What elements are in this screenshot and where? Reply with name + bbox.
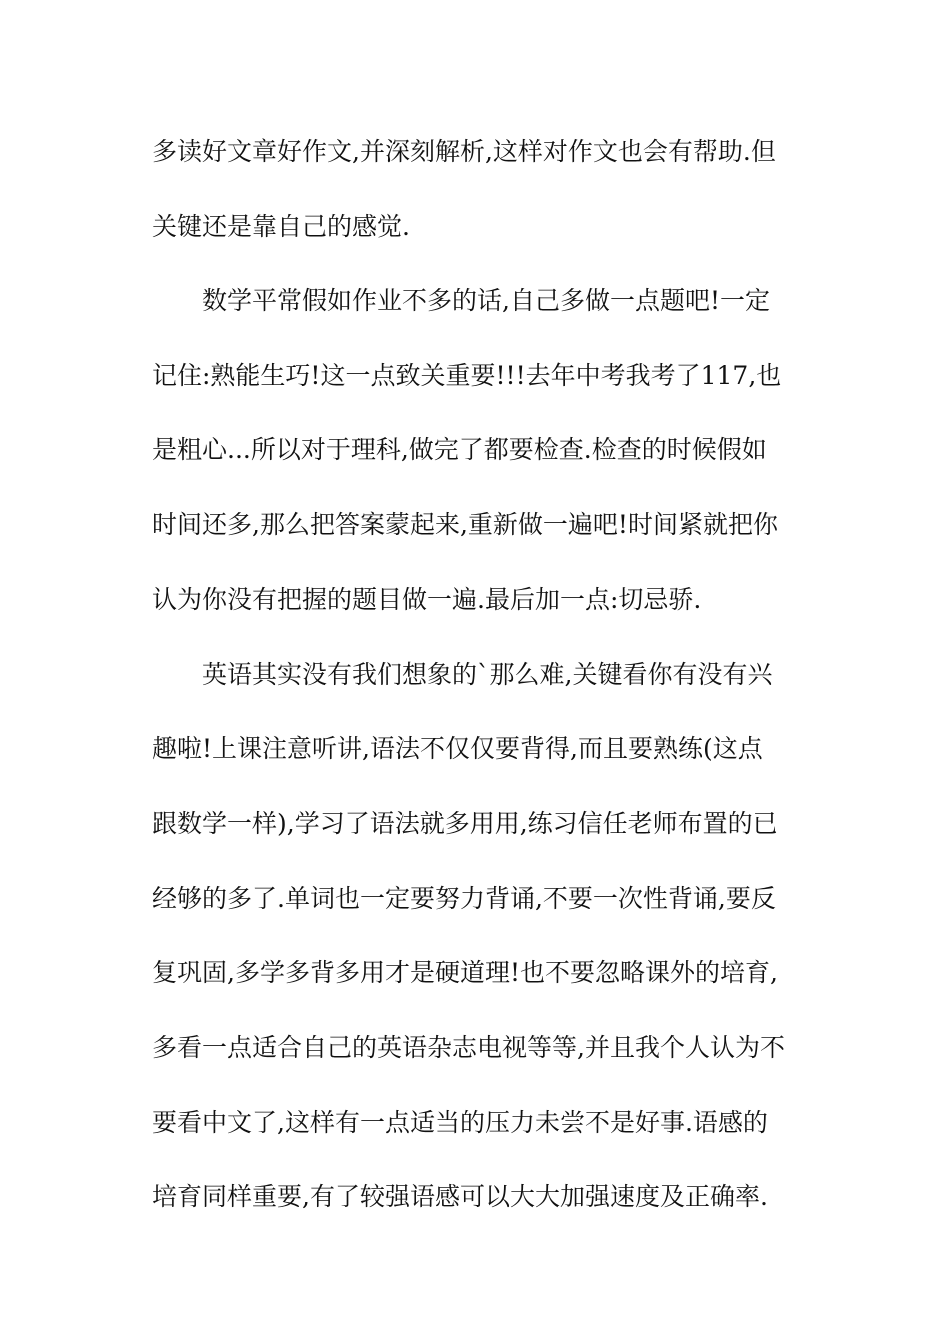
text-line: 记住:熟能生巧!这一点致关重要!!!去年中考我考了117,也 xyxy=(152,361,782,390)
text-line: 关键还是靠自己的感觉. xyxy=(152,212,410,241)
text-line: 认为你没有把握的题目做一遍.最后加一点:切忌骄. xyxy=(152,585,702,614)
text-line: 跟数学一样),学习了语法就多用用,练习信任老师布置的已 xyxy=(152,809,778,838)
text-line: 培育同样重要,有了较强语感可以大大加强速度及正确率. xyxy=(152,1182,768,1211)
text-line: 时间还多,那么把答案蒙起来,重新做一遍吧!时间紧就把你 xyxy=(152,510,778,539)
text-line: 多看一点适合自己的英语杂志电视等等,并且我个人认为不 xyxy=(152,1033,785,1062)
text-line: 多读好文章好作文,并深刻解析,这样对作文也会有帮助.但 xyxy=(152,137,776,166)
text-line: 趣啦!上课注意听讲,语法不仅仅要背得,而且要熟练(这点 xyxy=(152,734,763,763)
text-line: 要看中文了,这样有一点适当的压力未尝不是好事.语感的 xyxy=(152,1108,768,1137)
paragraph-start-line: 英语其实没有我们想象的`那么难,关键看你有没有兴 xyxy=(202,660,773,689)
text-line: 是粗心...所以对于理科,做完了都要检查.检查的时候假如 xyxy=(152,435,767,464)
text-line: 经够的多了.单词也一定要努力背诵,不要一次性背诵,要反 xyxy=(152,884,776,913)
paragraph-start-line: 数学平常假如作业不多的话,自己多做一点题吧!一定 xyxy=(202,286,770,315)
text-line: 复巩固,多学多背多用才是硬道理!也不要忽略课外的培育, xyxy=(152,958,778,987)
